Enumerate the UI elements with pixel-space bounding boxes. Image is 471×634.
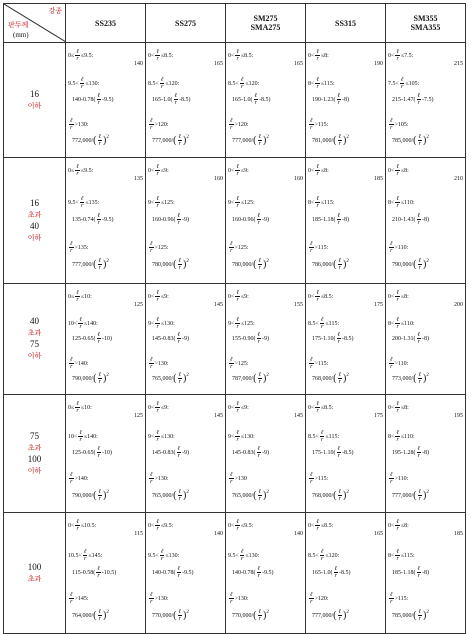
- l-over-r-fraction: $\frac{\text{ℓ}}{r}$: [150, 118, 153, 131]
- l-over-r-fraction: $\frac{\text{ℓ}}{r}$: [97, 566, 100, 579]
- l-over-r-fraction: $\frac{\text{ℓ}}{r}$: [240, 77, 244, 90]
- l-over-r-fraction: $\frac{\text{ℓ}}{r}$: [70, 472, 73, 485]
- l-over-r-fraction: $\frac{\text{ℓ}}{r}$: [97, 213, 100, 226]
- thickness-unit: (mm): [13, 31, 29, 39]
- stress-formula-cell: 0≤ $\frac{\text{ℓ}}{r}$ ≤10: 125 10< $\frac{\text{ℓ}}{r}$ ≤140: 125-0.65( $\frac{\text{ℓ}}{r}$ -10) $\frac{\text{ℓ}}{r}$ >140: 790,000/( $\frac{\text{ℓ}}{r}$ )$^2$: [66, 284, 146, 395]
- l-over-r-fraction: $\frac{\text{ℓ}}{r}$: [338, 134, 342, 147]
- l-over-r-fraction: $\frac{\text{ℓ}}{r}$: [390, 357, 393, 370]
- l-over-r-fraction: $\frac{\text{ℓ}}{r}$: [178, 372, 182, 385]
- l-over-r-fraction: $\frac{\text{ℓ}}{r}$: [417, 446, 420, 459]
- l-over-r-fraction: $\frac{\text{ℓ}}{r}$: [160, 549, 164, 562]
- stress-formula-cell: 0< $\frac{\text{ℓ}}{r}$ ≤8.5: 165 8.5< $\frac{\text{ℓ}}{r}$ ≤120: 165-1.0( $\frac{\text{ℓ}}{r}$ -8.5) $\frac{\text{ℓ}}{r}$ >120: 777,000/( $\frac{\text{ℓ}}{r}$ )$^2$: [306, 513, 386, 634]
- l-over-r-fraction: $\frac{\text{ℓ}}{r}$: [337, 213, 340, 226]
- l-over-r-fraction: $\frac{\text{ℓ}}{r}$: [396, 317, 399, 330]
- table-row: [4, 395, 466, 513]
- stress-formula-cell: 0< $\frac{\text{ℓ}}{r}$ ≤9: 145 9< $\frac{\text{ℓ}}{r}$ ≤130: 145-0.83( $\frac{\text{ℓ}}{r}$ -9) $\frac{\text{ℓ}}{r}$ >130: 765,000/( $\frac{\text{ℓ}}{r}$ )$^2$: [146, 284, 226, 395]
- l-over-r-fraction: $\frac{\text{ℓ}}{r}$: [80, 77, 84, 90]
- col-header-ss235: SS235: [66, 4, 146, 43]
- l-over-r-fraction: $\frac{\text{ℓ}}{r}$: [236, 519, 239, 532]
- l-over-r-fraction: $\frac{\text{ℓ}}{r}$: [257, 332, 260, 345]
- l-over-r-fraction: $\frac{\text{ℓ}}{r}$: [390, 241, 393, 254]
- stress-formula-cell: 0< $\frac{\text{ℓ}}{r}$ ≤8: 210 8< $\frac{\text{ℓ}}{r}$ ≤110: 210-1.43( $\frac{\text{ℓ}}{r}$ -8) $\frac{\text{ℓ}}{r}$ >110: 790,000/( $\frac{\text{ℓ}}{r}$ )$^2$: [386, 158, 466, 284]
- stress-formula-cell: 0≤ $\frac{\text{ℓ}}{r}$ ≤9.5: 135 9.5< $\frac{\text{ℓ}}{r}$ ≤135: 135-0.74( $\frac{\text{ℓ}}{r}$ -9.5) $\frac{\text{ℓ}}{r}$ >135: 777,000/( $\frac{\text{ℓ}}{r}$ )$^2$: [66, 158, 146, 284]
- l-over-r-fraction: $\frac{\text{ℓ}}{r}$: [310, 472, 313, 485]
- col-header-sm275: SM275 SMA275: [226, 4, 306, 43]
- stress-formula-cell: 0< $\frac{\text{ℓ}}{r}$ ≤8.5: 165 8.5< $\frac{\text{ℓ}}{r}$ ≤120: 165-1.0( $\frac{\text{ℓ}}{r}$ -8.5) $\frac{\text{ℓ}}{r}$ >120: 777,000/( $\frac{\text{ℓ}}{r}$ )$^2$: [146, 43, 226, 158]
- l-over-r-fraction: $\frac{\text{ℓ}}{r}$: [390, 592, 393, 605]
- stress-formula-cell: 0< $\frac{\text{ℓ}}{r}$ ≤9: 145 9< $\frac{\text{ℓ}}{r}$ ≤130: 145-0.83( $\frac{\text{ℓ}}{r}$ -9) $\frac{\text{ℓ}}{r}$ >130 765,000/( $\frac{\text{ℓ}}{r}$ )$^2$: [226, 395, 306, 513]
- stress-formula-cell: 0≤ $\frac{\text{ℓ}}{r}$ ≤10: 125 10< $\frac{\text{ℓ}}{r}$ ≤140: 125-0.65( $\frac{\text{ℓ}}{r}$ -10) $\frac{\text{ℓ}}{r}$ >140: 790,000/( $\frac{\text{ℓ}}{r}$ )$^2$: [66, 395, 146, 513]
- l-over-r-fraction: $\frac{\text{ℓ}}{r}$: [396, 430, 399, 443]
- l-over-r-fraction: $\frac{\text{ℓ}}{r}$: [150, 592, 153, 605]
- stress-formula-cell: 0< $\frac{\text{ℓ}}{r}$ ≤7.5: 215 7.5< $\frac{\text{ℓ}}{r}$ ≤105: 215-1.47( $\frac{\text{ℓ}}{r}$ -7.5) $\frac{\text{ℓ}}{r}$ >105: 785,000/( $\frac{\text{ℓ}}{r}$ )$^2$: [386, 43, 466, 158]
- l-over-r-fraction: $\frac{\text{ℓ}}{r}$: [338, 609, 342, 622]
- l-over-r-fraction: $\frac{\text{ℓ}}{r}$: [230, 241, 233, 254]
- thickness-range-label: 16 초과 40 이하: [4, 158, 66, 284]
- l-over-r-fraction: $\frac{\text{ℓ}}{r}$: [418, 489, 422, 502]
- l-over-r-fraction: $\frac{\text{ℓ}}{r}$: [98, 134, 102, 147]
- l-over-r-fraction: $\frac{\text{ℓ}}{r}$: [396, 519, 399, 532]
- l-over-r-fraction: $\frac{\text{ℓ}}{r}$: [79, 430, 82, 443]
- l-over-r-fraction: $\frac{\text{ℓ}}{r}$: [310, 592, 313, 605]
- l-over-r-fraction: $\frac{\text{ℓ}}{r}$: [178, 258, 182, 271]
- l-over-r-fraction: $\frac{\text{ℓ}}{r}$: [236, 290, 239, 303]
- l-over-r-fraction: $\frac{\text{ℓ}}{r}$: [310, 241, 313, 254]
- l-over-r-fraction: $\frac{\text{ℓ}}{r}$: [76, 49, 79, 62]
- stress-formula-cell: 0< $\frac{\text{ℓ}}{r}$ ≤8: 185 8< $\frac{\text{ℓ}}{r}$ ≤115: 185-1.18( $\frac{\text{ℓ}}{r}$ -8) $\frac{\text{ℓ}}{r}$ >115: 785,000/( $\frac{\text{ℓ}}{r}$ )$^2$: [386, 513, 466, 634]
- l-over-r-fraction: $\frac{\text{ℓ}}{r}$: [418, 372, 422, 385]
- l-over-r-fraction: $\frac{\text{ℓ}}{r}$: [257, 446, 260, 459]
- table-row: [4, 513, 466, 634]
- l-over-r-fraction: $\frac{\text{ℓ}}{r}$: [396, 196, 399, 209]
- l-over-r-fraction: $\frac{\text{ℓ}}{r}$: [76, 164, 79, 177]
- l-over-r-fraction: $\frac{\text{ℓ}}{r}$: [417, 332, 420, 345]
- l-over-r-fraction: $\frac{\text{ℓ}}{r}$: [396, 549, 399, 562]
- l-over-r-fraction: $\frac{\text{ℓ}}{r}$: [258, 609, 262, 622]
- stress-formula-cell: 0< $\frac{\text{ℓ}}{r}$ ≤9.5: 140 9.5< $\frac{\text{ℓ}}{r}$ ≤130: 140-0.78( $\frac{\text{ℓ}}{r}$ -9.5) $\frac{\text{ℓ}}{r}$ >130: 770,000/( $\frac{\text{ℓ}}{r}$ )$^2$: [226, 513, 306, 634]
- l-over-r-fraction: $\frac{\text{ℓ}}{r}$: [316, 401, 319, 414]
- l-over-r-fraction: $\frac{\text{ℓ}}{r}$: [98, 609, 102, 622]
- l-over-r-fraction: $\frac{\text{ℓ}}{r}$: [417, 213, 420, 226]
- stress-formula-cell: 0< $\frac{\text{ℓ}}{r}$ ≤9: 155 9< $\frac{\text{ℓ}}{r}$ ≤125: 155-0.90( $\frac{\text{ℓ}}{r}$ -9) $\frac{\text{ℓ}}{r}$ >125: 787,000/( $\frac{\text{ℓ}}{r}$ )$^2$: [226, 284, 306, 395]
- table-row: [4, 43, 466, 158]
- l-over-r-fraction: $\frac{\text{ℓ}}{r}$: [98, 258, 102, 271]
- l-over-r-fraction: $\frac{\text{ℓ}}{r}$: [177, 332, 180, 345]
- l-over-r-fraction: $\frac{\text{ℓ}}{r}$: [396, 164, 399, 177]
- l-over-r-fraction: $\frac{\text{ℓ}}{r}$: [156, 430, 159, 443]
- l-over-r-fraction: $\frac{\text{ℓ}}{r}$: [83, 549, 87, 562]
- l-over-r-fraction: $\frac{\text{ℓ}}{r}$: [337, 446, 340, 459]
- l-over-r-fraction: $\frac{\text{ℓ}}{r}$: [236, 164, 239, 177]
- corner-header: [4, 4, 66, 43]
- l-over-r-fraction: $\frac{\text{ℓ}}{r}$: [316, 164, 319, 177]
- l-over-r-fraction: $\frac{\text{ℓ}}{r}$: [316, 196, 319, 209]
- l-over-r-fraction: $\frac{\text{ℓ}}{r}$: [236, 317, 239, 330]
- l-over-r-fraction: $\frac{\text{ℓ}}{r}$: [390, 472, 393, 485]
- col-header-ss315: SS315: [306, 4, 386, 43]
- l-over-r-fraction: $\frac{\text{ℓ}}{r}$: [390, 118, 393, 131]
- l-over-r-fraction: $\frac{\text{ℓ}}{r}$: [334, 566, 337, 579]
- l-over-r-fraction: $\frac{\text{ℓ}}{r}$: [230, 118, 233, 131]
- stress-formula-cell: 0< $\frac{\text{ℓ}}{r}$ ≤8: 190 8< $\frac{\text{ℓ}}{r}$ ≤115: 190-1.23( $\frac{\text{ℓ}}{r}$ -8) $\frac{\text{ℓ}}{r}$ >115: 781,000/( $\frac{\text{ℓ}}{r}$ )$^2$: [306, 43, 386, 158]
- l-over-r-fraction: $\frac{\text{ℓ}}{r}$: [316, 290, 319, 303]
- thickness-range-label: 75 초과 100 이하: [4, 395, 66, 513]
- table-row: [4, 284, 466, 395]
- l-over-r-fraction: $\frac{\text{ℓ}}{r}$: [257, 566, 260, 579]
- l-over-r-fraction: $\frac{\text{ℓ}}{r}$: [156, 519, 159, 532]
- table-row: [4, 158, 466, 284]
- col-header-ss275: SS275: [146, 4, 226, 43]
- stress-formula-cell: 0< $\frac{\text{ℓ}}{r}$ ≤8: 185 8< $\frac{\text{ℓ}}{r}$ ≤115: 185-1.18( $\frac{\text{ℓ}}{r}$ -8) $\frac{\text{ℓ}}{r}$ >115: 786,000/( $\frac{\text{ℓ}}{r}$ )$^2$: [306, 158, 386, 284]
- l-over-r-fraction: $\frac{\text{ℓ}}{r}$: [258, 489, 262, 502]
- thickness-range-label: 16 이하: [4, 43, 66, 158]
- l-over-r-fraction: $\frac{\text{ℓ}}{r}$: [418, 258, 422, 271]
- l-over-r-fraction: $\frac{\text{ℓ}}{r}$: [396, 49, 399, 62]
- l-over-r-fraction: $\frac{\text{ℓ}}{r}$: [156, 290, 159, 303]
- stress-formula-cell: 0< $\frac{\text{ℓ}}{r}$ ≤8.5: 175 8.5< $\frac{\text{ℓ}}{r}$ ≤115: 175-1.10( $\frac{\text{ℓ}}{r}$ -8.5) $\frac{\text{ℓ}}{r}$ >115: 768,000/( $\frac{\text{ℓ}}{r}$ )$^2$: [306, 395, 386, 513]
- l-over-r-fraction: $\frac{\text{ℓ}}{r}$: [310, 118, 313, 131]
- l-over-r-fraction: $\frac{\text{ℓ}}{r}$: [177, 213, 180, 226]
- l-over-r-fraction: $\frac{\text{ℓ}}{r}$: [236, 49, 239, 62]
- steel-grade-label: 강종: [48, 7, 62, 15]
- l-over-r-fraction: $\frac{\text{ℓ}}{r}$: [156, 196, 159, 209]
- l-over-r-fraction: $\frac{\text{ℓ}}{r}$: [338, 489, 342, 502]
- l-over-r-fraction: $\frac{\text{ℓ}}{r}$: [417, 566, 420, 579]
- l-over-r-fraction: $\frac{\text{ℓ}}{r}$: [337, 332, 340, 345]
- stress-formula-cell: 0< $\frac{\text{ℓ}}{r}$ ≤9.5: 140 9.5< $\frac{\text{ℓ}}{r}$ ≤130: 140-0.78( $\frac{\text{ℓ}}{r}$ -9.5) $\frac{\text{ℓ}}{r}$ >130: 770,000/( $\frac{\text{ℓ}}{r}$ )$^2$: [146, 513, 226, 634]
- l-over-r-fraction: $\frac{\text{ℓ}}{r}$: [396, 401, 399, 414]
- l-over-r-fraction: $\frac{\text{ℓ}}{r}$: [230, 357, 233, 370]
- stress-formula-cell: 0< $\frac{\text{ℓ}}{r}$ ≤8: 195 8< $\frac{\text{ℓ}}{r}$ ≤110: 195-1.28( $\frac{\text{ℓ}}{r}$ -8) $\frac{\text{ℓ}}{r}$ >110: 777,000/( $\frac{\text{ℓ}}{r}$ )$^2$: [386, 395, 466, 513]
- l-over-r-fraction: $\frac{\text{ℓ}}{r}$: [97, 446, 100, 459]
- stress-formula-cell: 0< $\frac{\text{ℓ}}{r}$ ≤8.5: 165 8.5< $\frac{\text{ℓ}}{r}$ ≤120: 165-1.0( $\frac{\text{ℓ}}{r}$ -8.5) $\frac{\text{ℓ}}{r}$ >120: 777,000/( $\frac{\text{ℓ}}{r}$ )$^2$: [226, 43, 306, 158]
- l-over-r-fraction: $\frac{\text{ℓ}}{r}$: [177, 446, 180, 459]
- l-over-r-fraction: $\frac{\text{ℓ}}{r}$: [236, 430, 239, 443]
- l-over-r-fraction: $\frac{\text{ℓ}}{r}$: [338, 372, 342, 385]
- thickness-label: 판두께: [8, 21, 29, 29]
- l-over-r-fraction: $\frac{\text{ℓ}}{r}$: [70, 592, 73, 605]
- l-over-r-fraction: $\frac{\text{ℓ}}{r}$: [156, 317, 159, 330]
- l-over-r-fraction: $\frac{\text{ℓ}}{r}$: [156, 49, 159, 62]
- stress-formula-cell: 0< $\frac{\text{ℓ}}{r}$ ≤8.5: 175 8.5< $\frac{\text{ℓ}}{r}$ ≤115: 175-1.10( $\frac{\text{ℓ}}{r}$ -8.5) $\frac{\text{ℓ}}{r}$ >115: 768,000/( $\frac{\text{ℓ}}{r}$ )$^2$: [306, 284, 386, 395]
- l-over-r-fraction: $\frac{\text{ℓ}}{r}$: [80, 196, 84, 209]
- stress-formula-cell: 0< $\frac{\text{ℓ}}{r}$ ≤9: 145 9< $\frac{\text{ℓ}}{r}$ ≤130: 145-0.83( $\frac{\text{ℓ}}{r}$ -9) $\frac{\text{ℓ}}{r}$ >130: 765,000/( $\frac{\text{ℓ}}{r}$ )$^2$: [146, 395, 226, 513]
- l-over-r-fraction: $\frac{\text{ℓ}}{r}$: [98, 489, 102, 502]
- l-over-r-fraction: $\frac{\text{ℓ}}{r}$: [230, 592, 233, 605]
- l-over-r-fraction: $\frac{\text{ℓ}}{r}$: [76, 401, 79, 414]
- l-over-r-fraction: $\frac{\text{ℓ}}{r}$: [160, 77, 164, 90]
- stress-formula-cell: 0< $\frac{\text{ℓ}}{r}$ ≤10.5: 115 10.5< $\frac{\text{ℓ}}{r}$ ≤145: 115-0.58( $\frac{\text{ℓ}}{r}$ -10.5) $\frac{\text{ℓ}}{r}$ >145: 764,000/( $\frac{\text{ℓ}}{r}$ )$^2$: [66, 513, 146, 634]
- l-over-r-fraction: $\frac{\text{ℓ}}{r}$: [320, 430, 324, 443]
- thickness-range-label: 40 초과 75 이하: [4, 284, 66, 395]
- l-over-r-fraction: $\frac{\text{ℓ}}{r}$: [178, 609, 182, 622]
- col-header-sm355: SM355 SMA355: [386, 4, 466, 43]
- l-over-r-fraction: $\frac{\text{ℓ}}{r}$: [156, 164, 159, 177]
- l-over-r-fraction: $\frac{\text{ℓ}}{r}$: [417, 93, 420, 106]
- l-over-r-fraction: $\frac{\text{ℓ}}{r}$: [177, 566, 180, 579]
- stress-formula-cell: 0< $\frac{\text{ℓ}}{r}$ ≤9: 160 9< $\frac{\text{ℓ}}{r}$ ≤125: 160-0.96( $\frac{\text{ℓ}}{r}$ -9) $\frac{\text{ℓ}}{r}$ >125: 780,000/( $\frac{\text{ℓ}}{r}$ )$^2$: [226, 158, 306, 284]
- l-over-r-fraction: $\frac{\text{ℓ}}{r}$: [316, 77, 319, 90]
- stress-formula-cell: 0≤ $\frac{\text{ℓ}}{r}$ ≤9.5: 140 9.5< $\frac{\text{ℓ}}{r}$ ≤130: 140-0.78( $\frac{\text{ℓ}}{r}$ -9.5) $\frac{\text{ℓ}}{r}$ >130: 772,000/( $\frac{\text{ℓ}}{r}$ )$^2$: [66, 43, 146, 158]
- l-over-r-fraction: $\frac{\text{ℓ}}{r}$: [316, 519, 319, 532]
- l-over-r-fraction: $\frac{\text{ℓ}}{r}$: [70, 241, 73, 254]
- l-over-r-fraction: $\frac{\text{ℓ}}{r}$: [316, 49, 319, 62]
- l-over-r-fraction: $\frac{\text{ℓ}}{r}$: [240, 549, 244, 562]
- l-over-r-fraction: $\frac{\text{ℓ}}{r}$: [79, 317, 82, 330]
- l-over-r-fraction: $\frac{\text{ℓ}}{r}$: [236, 401, 239, 414]
- l-over-r-fraction: $\frac{\text{ℓ}}{r}$: [150, 472, 153, 485]
- thickness-range-label: 100 초과: [4, 513, 66, 634]
- l-over-r-fraction: $\frac{\text{ℓ}}{r}$: [70, 118, 73, 131]
- l-over-r-fraction: $\frac{\text{ℓ}}{r}$: [70, 357, 73, 370]
- l-over-r-fraction: $\frac{\text{ℓ}}{r}$: [418, 134, 422, 147]
- l-over-r-fraction: $\frac{\text{ℓ}}{r}$: [178, 489, 182, 502]
- l-over-r-fraction: $\frac{\text{ℓ}}{r}$: [400, 77, 404, 90]
- l-over-r-fraction: $\frac{\text{ℓ}}{r}$: [418, 609, 422, 622]
- l-over-r-fraction: $\frac{\text{ℓ}}{r}$: [76, 519, 79, 532]
- l-over-r-fraction: $\frac{\text{ℓ}}{r}$: [254, 93, 257, 106]
- l-over-r-fraction: $\frac{\text{ℓ}}{r}$: [156, 401, 159, 414]
- l-over-r-fraction: $\frac{\text{ℓ}}{r}$: [230, 472, 233, 485]
- l-over-r-fraction: $\frac{\text{ℓ}}{r}$: [150, 241, 153, 254]
- l-over-r-fraction: $\frac{\text{ℓ}}{r}$: [174, 93, 177, 106]
- l-over-r-fraction: $\frac{\text{ℓ}}{r}$: [338, 258, 342, 271]
- l-over-r-fraction: $\frac{\text{ℓ}}{r}$: [236, 196, 239, 209]
- l-over-r-fraction: $\frac{\text{ℓ}}{r}$: [97, 93, 100, 106]
- l-over-r-fraction: $\frac{\text{ℓ}}{r}$: [98, 372, 102, 385]
- l-over-r-fraction: $\frac{\text{ℓ}}{r}$: [310, 357, 313, 370]
- l-over-r-fraction: $\frac{\text{ℓ}}{r}$: [258, 258, 262, 271]
- l-over-r-fraction: $\frac{\text{ℓ}}{r}$: [178, 134, 182, 147]
- l-over-r-fraction: $\frac{\text{ℓ}}{r}$: [150, 357, 153, 370]
- l-over-r-fraction: $\frac{\text{ℓ}}{r}$: [337, 93, 340, 106]
- l-over-r-fraction: $\frac{\text{ℓ}}{r}$: [396, 290, 399, 303]
- l-over-r-fraction: $\frac{\text{ℓ}}{r}$: [258, 372, 262, 385]
- l-over-r-fraction: $\frac{\text{ℓ}}{r}$: [320, 317, 324, 330]
- l-over-r-fraction: $\frac{\text{ℓ}}{r}$: [257, 213, 260, 226]
- l-over-r-fraction: $\frac{\text{ℓ}}{r}$: [97, 332, 100, 345]
- l-over-r-fraction: $\frac{\text{ℓ}}{r}$: [258, 134, 262, 147]
- stress-formula-cell: 0< $\frac{\text{ℓ}}{r}$ ≤8: 200 8< $\frac{\text{ℓ}}{r}$ ≤110: 200-1.31( $\frac{\text{ℓ}}{r}$ -8) $\frac{\text{ℓ}}{r}$ >110: 773,000/( $\frac{\text{ℓ}}{r}$ )$^2$: [386, 284, 466, 395]
- l-over-r-fraction: $\frac{\text{ℓ}}{r}$: [76, 290, 79, 303]
- header-row: [4, 4, 466, 43]
- allowable-stress-table: [3, 3, 466, 634]
- stress-formula-cell: 0< $\frac{\text{ℓ}}{r}$ ≤9: 160 9< $\frac{\text{ℓ}}{r}$ ≤125: 160-0.96( $\frac{\text{ℓ}}{r}$ -9) $\frac{\text{ℓ}}{r}$ >125: 780,000/( $\frac{\text{ℓ}}{r}$ )$^2$: [146, 158, 226, 284]
- l-over-r-fraction: $\frac{\text{ℓ}}{r}$: [320, 549, 324, 562]
